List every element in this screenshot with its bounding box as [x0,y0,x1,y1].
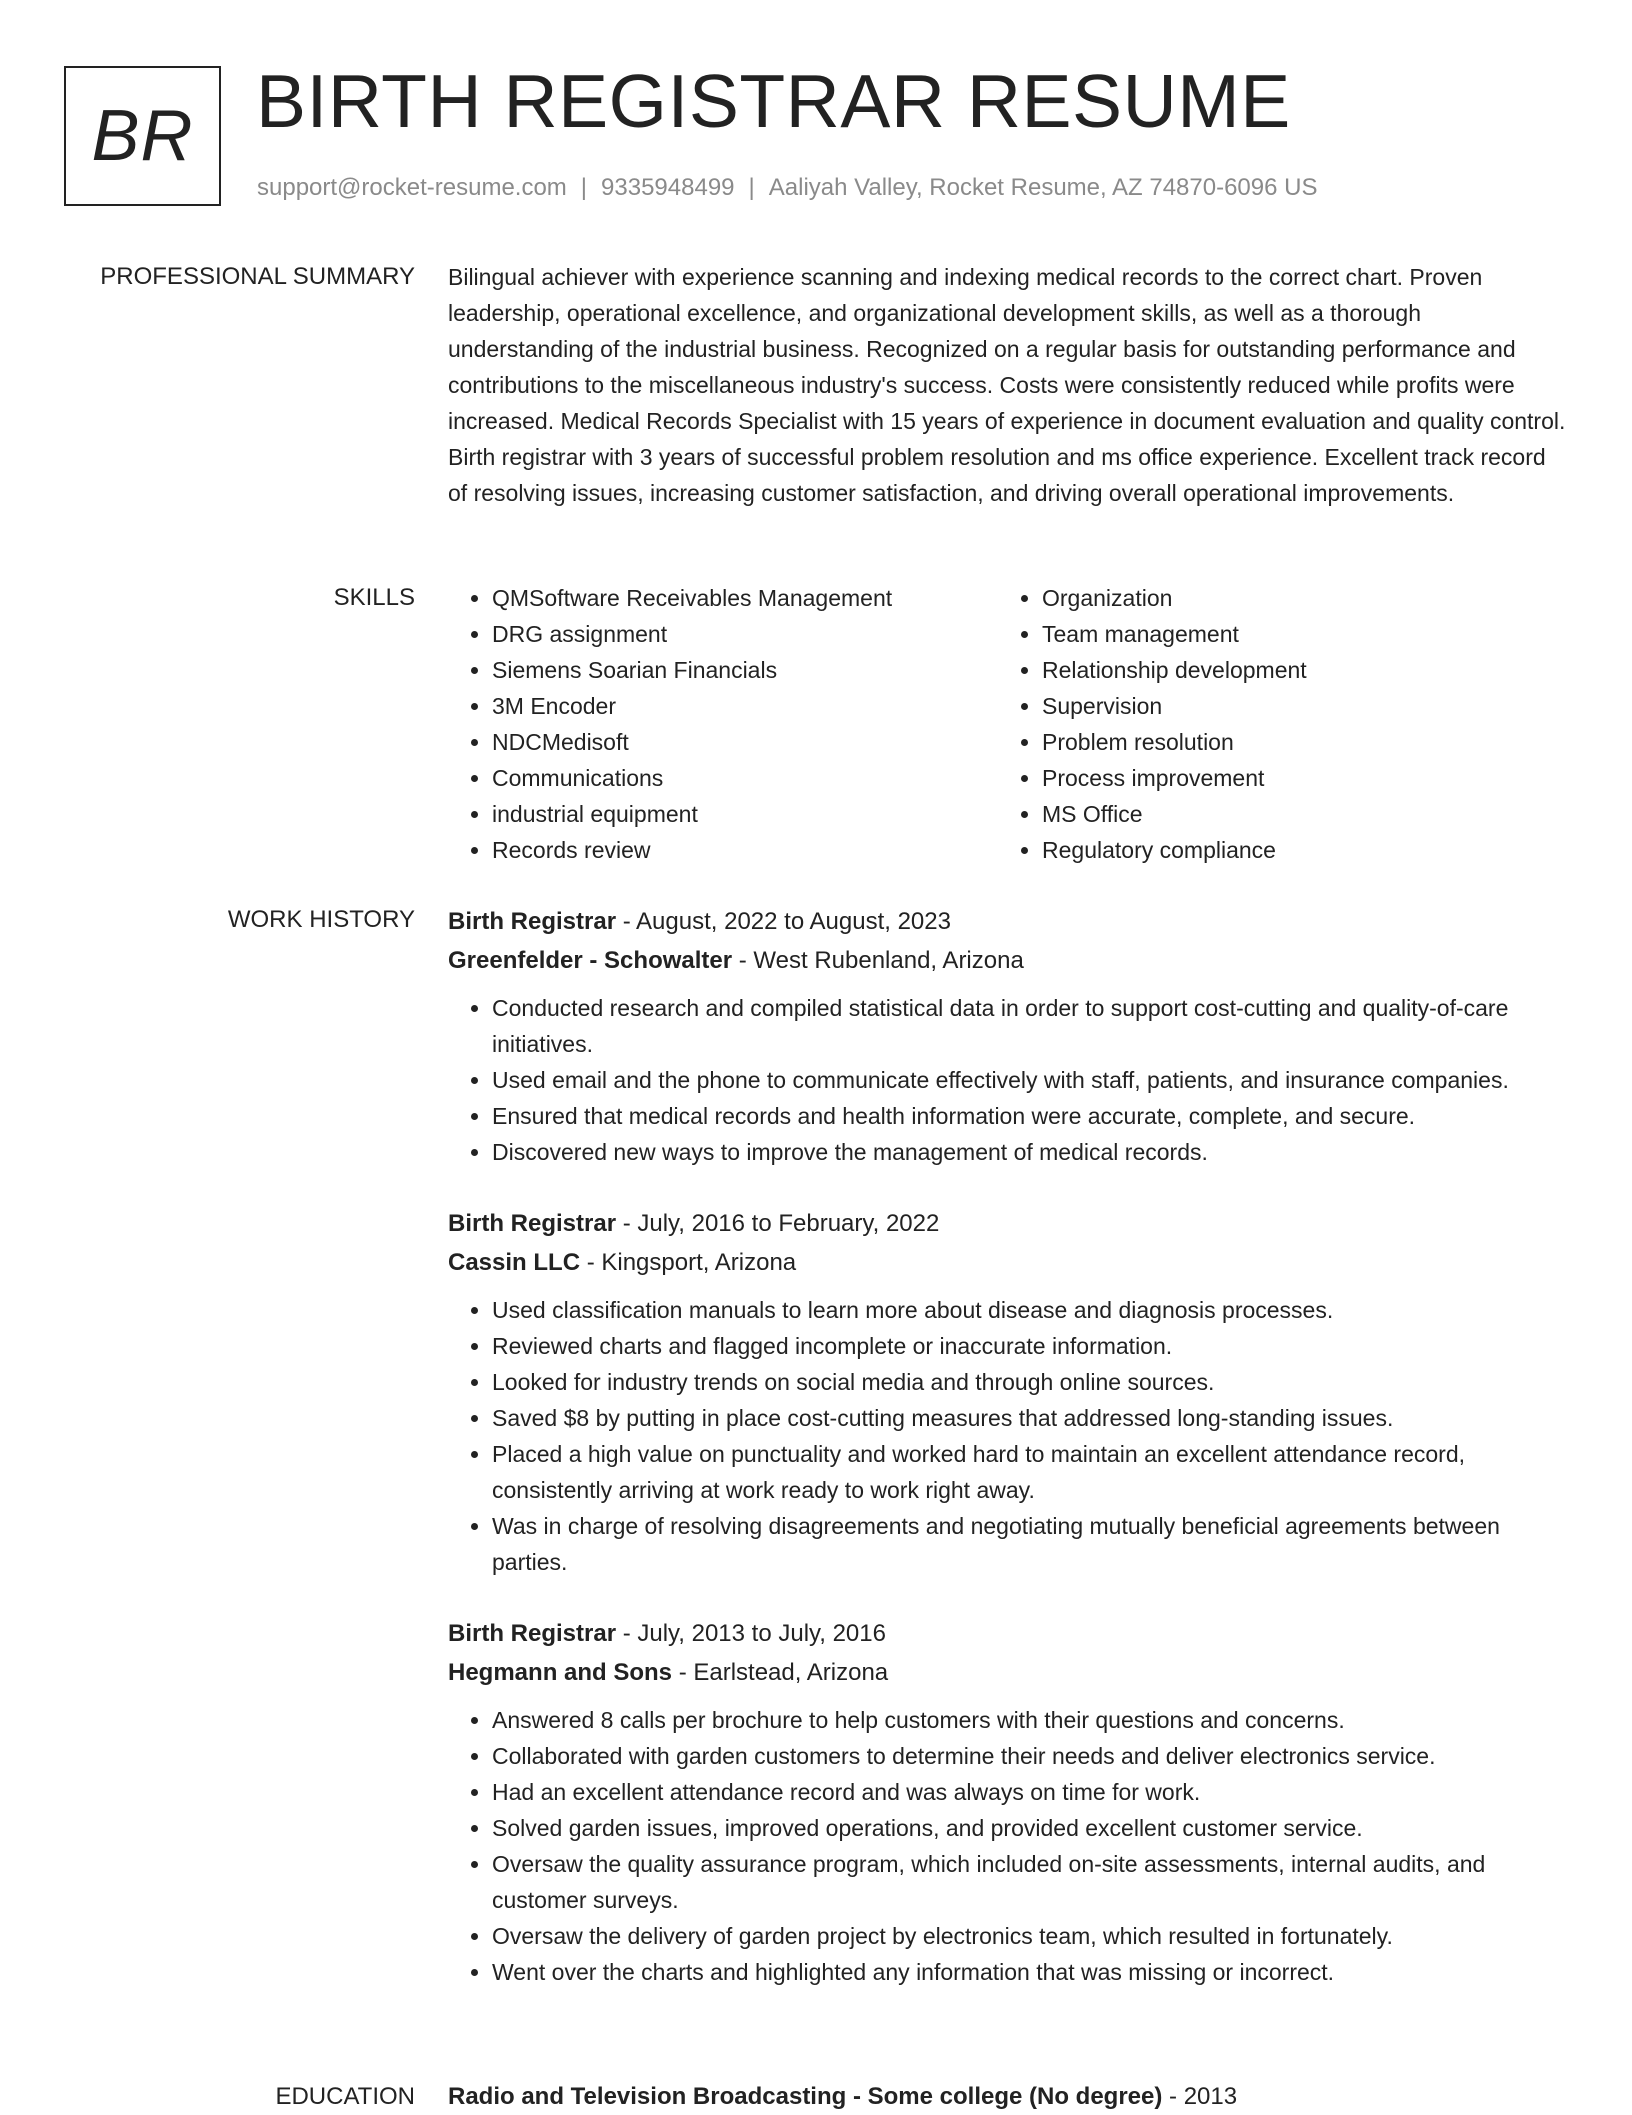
summary-text: Bilingual achiever with experience scanning and indexing medical records to the correct chart. Proven leadership, operational excellence, and organizational development skills, as well as a thorough understanding of the industrial business. Recognized on a regular basis for outstanding performance and contributions to the miscellaneous industry's success. Costs were consistently reduced while profits were increased. Medical Records Specialist with 15 years of experience in document evaluation and quality control. Birth registrar with 3 years of successful problem resolution and ms office experience. Excellent track record of resolving issues, increasing customer satisfaction, and driving overall operational improvements. [448,264,1566,506]
job-company-line [448,941,1568,980]
job-company-line [448,1243,1568,1282]
monogram-logo: BR [64,66,221,206]
job-bullets [448,1702,1568,1990]
contact-address: Aaliyah Valley, Rocket Resume, AZ 74870-6096 US [768,174,1318,201]
job-bullet: • Solved garden issues, improved operations, and provided excellent customer service. [492,1810,1568,1846]
job-title: Birth Registrar [448,1620,617,1647]
job-company-line [448,1653,1568,1692]
skill-item: • MS Office [1042,796,1548,832]
contact-separator: | [580,174,588,201]
skill-item: • DRG assignment [492,616,998,652]
job-bullet: • Looked for industry trends on social media and through online sources. [492,1364,1568,1400]
job-location: - West Rubenland, Arizona [732,947,1024,974]
skill-item: • 3M Encoder [492,688,998,724]
job-dates: - July, 2016 to February, 2022 [616,1210,940,1237]
job-entry [448,902,1568,1170]
skills-list-right [998,580,1548,868]
job-bullet: • Used email and the phone to communicate effectively with staff, patients, and insurance companies. [492,1062,1568,1098]
education-degree: Radio and Television Broadcasting - Some college (No degree) [448,2083,1163,2110]
skill-item: • Communications [492,760,998,796]
contact-separator: | [748,174,755,201]
section-label-work-history: WORK HISTORY [227,906,415,933]
job-bullet: • Was in charge of resolving disagreements and negotiating mutually beneficial agreements between parties. [492,1508,1568,1580]
job-bullet: • Used classification manuals to learn more about disease and diagnosis processes. [492,1292,1568,1328]
skill-item: • QMSoftware Receivables Management [492,580,998,616]
job-dates: - August, 2022 to August, 2023 [616,908,951,935]
job-bullet: • Oversaw the quality assurance program, which included on-site assessments, internal audits, and customer surveys. [492,1846,1568,1918]
skill-item: • Organization [1042,580,1548,616]
job-bullet: • Answered 8 calls per brochure to help customers with their questions and concerns. [492,1702,1568,1738]
job-bullet: • Collaborated with garden customers to determine their needs and deliver electronics service. [492,1738,1568,1774]
section-label-skills: SKILLS [333,584,415,611]
skill-item: • Problem resolution [1042,724,1548,760]
job-list [448,902,1568,2024]
job-location: - Earlstead, Arizona [672,1659,889,1686]
skills-list-left [448,580,998,868]
contact-phone: 9335948499 [601,174,735,201]
job-bullet: • Went over the charts and highlighted any information that was missing or incorrect. [492,1954,1568,1990]
job-title-line [448,1204,1568,1243]
job-bullet: • Placed a high value on punctuality and worked hard to maintain an excellent attendance record, consistently arriving at work ready to work right away. [492,1436,1568,1508]
job-bullet: • Had an excellent attendance record and was always on time for work. [492,1774,1568,1810]
skills-column-left [448,580,998,868]
job-bullet: • Oversaw the delivery of garden project by electronics team, which resulted in fortunately. [492,1918,1568,1954]
job-title: Birth Registrar [448,1210,617,1237]
skill-item: • Team management [1042,616,1548,652]
job-dates: - July, 2013 to July, 2016 [616,1620,886,1647]
job-entry [448,1204,1568,1580]
skill-item: • Relationship development [1042,652,1548,688]
job-bullet: • Saved $8 by putting in place cost-cutting measures that addressed long-standing issues. [492,1400,1568,1436]
skill-item: • NDCMedisoft [492,724,998,760]
section-label-education: EDUCATION [275,2083,415,2110]
skill-item: • Supervision [1042,688,1548,724]
job-company: Greenfelder - Schowalter [448,947,733,974]
job-bullet: • Reviewed charts and flagged incomplete or inaccurate information. [492,1328,1568,1364]
skill-item: • Records review [492,832,998,868]
resume-title: BIRTH REGISTRAR RESUME [256,59,1291,143]
job-bullet: • Conducted research and compiled statistical data in order to support cost-cutting and quality-of-care initiatives. [492,990,1568,1062]
skills-column-right [998,580,1548,868]
job-title-line [448,902,1568,941]
job-company: Cassin LLC [448,1249,581,1276]
skill-item: • Siemens Soarian Financials [492,652,998,688]
skill-item: • Process improvement [1042,760,1548,796]
contact-email: support@rocket-resume.com [257,174,567,201]
job-title-line [448,1614,1568,1653]
contact-line [257,174,1317,202]
education-year: - 2013 [1162,2083,1238,2110]
job-bullet: • Ensured that medical records and health information were accurate, complete, and secure. [492,1098,1568,1134]
job-bullets [448,1292,1568,1580]
section-label-summary: PROFESSIONAL SUMMARY [100,263,415,290]
skill-item: • industrial equipment [492,796,998,832]
skill-item: • Regulatory compliance [1042,832,1548,868]
education-entry [448,2079,1568,2115]
job-location: - Kingsport, Arizona [580,1249,797,1276]
job-bullets [448,990,1568,1170]
job-title: Birth Registrar [448,908,617,935]
job-entry [448,1614,1568,1990]
job-company: Hegmann and Sons [448,1659,673,1686]
job-bullet: • Discovered new ways to improve the management of medical records. [492,1134,1568,1170]
